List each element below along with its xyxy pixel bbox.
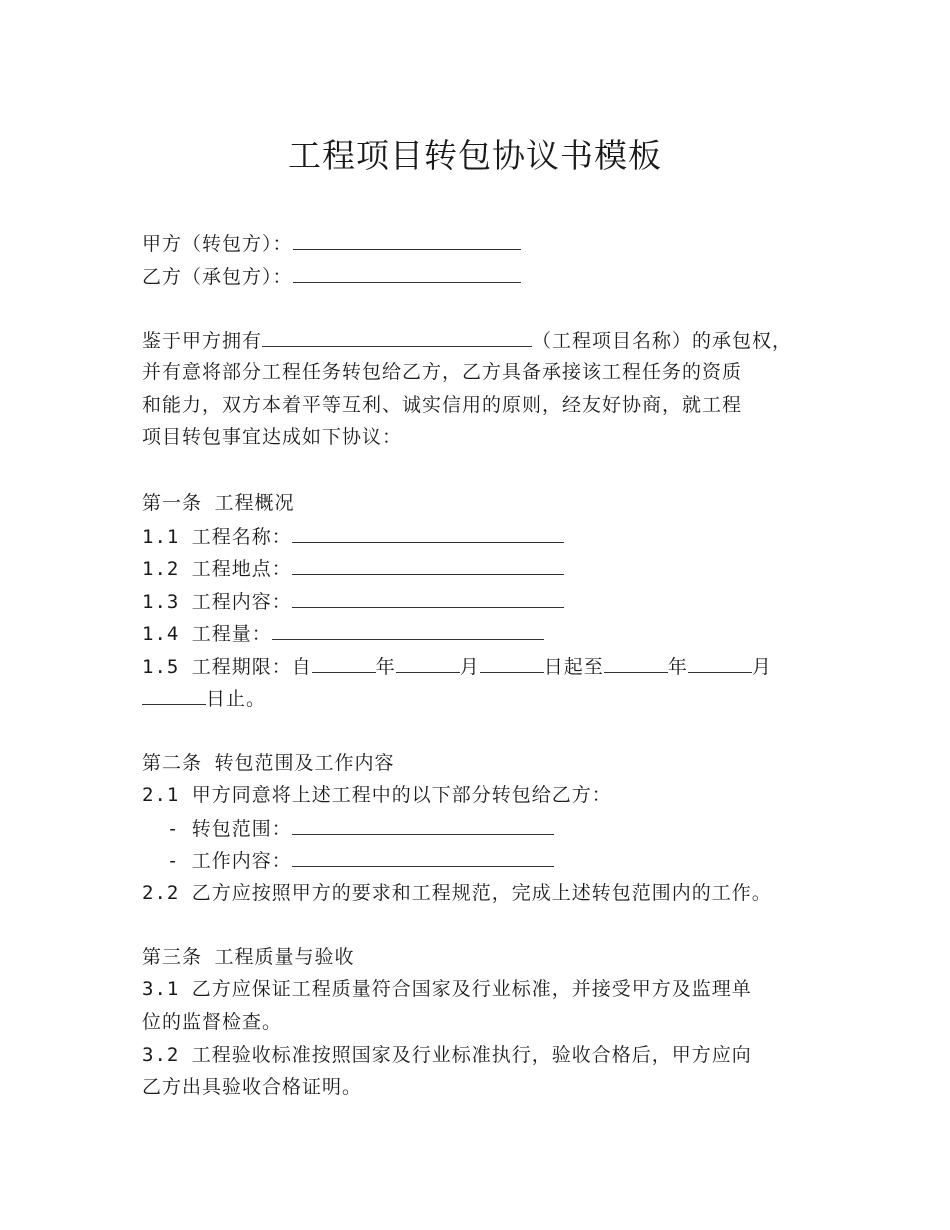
party-a-label: 甲方（转包方）： (142, 233, 293, 255)
year-label: 年 (375, 656, 396, 678)
article-2-sub-1 (142, 815, 554, 842)
party-a-blank (293, 230, 521, 250)
project-quantity-blank (272, 620, 544, 640)
party-b-blank (293, 263, 521, 283)
item-label: - 转包范围： (142, 818, 292, 840)
article-1-item-3 (142, 588, 564, 615)
subcontract-scope-blank (292, 815, 554, 835)
end-year-blank (604, 653, 668, 673)
article-2-sub-2 (142, 847, 554, 874)
work-content-blank (292, 847, 554, 867)
article-3-item-2-line-1: 3.2 工程验收标准按照国家及行业标准执行，验收合格后，甲方应向 (142, 1044, 752, 1066)
article-1-item-1 (142, 523, 564, 550)
start-year-blank (312, 653, 376, 673)
article-3-item-2-line-2: 乙方出具验收合格证明。 (142, 1076, 363, 1098)
preamble-text: （工程项目名称）的承包权， (532, 330, 793, 352)
preamble-line-3: 和能力，双方本着平等互利、诚实信用的原则，经友好协商，就工程 (142, 394, 743, 416)
project-name-field-blank (292, 523, 564, 543)
start-month-blank (396, 653, 460, 673)
project-location-blank (292, 555, 564, 575)
article-1-item-2 (142, 555, 564, 582)
item-label: 1.3 工程内容： (142, 591, 292, 613)
project-name-blank (262, 327, 532, 347)
party-b-line (142, 263, 521, 290)
project-content-blank (292, 588, 564, 608)
end-month-blank (688, 653, 752, 673)
preamble-line-1 (142, 327, 792, 354)
month-label: 月 (751, 656, 772, 678)
article-3-item-1-line-2: 位的监督检查。 (142, 1011, 283, 1033)
article-1-item-4 (142, 620, 544, 647)
month-label: 月 (459, 656, 480, 678)
article-1-item-5 (142, 653, 772, 680)
article-1-heading: 第一条 工程概况 (142, 492, 295, 514)
article-3-heading: 第三条 工程质量与验收 (142, 946, 355, 968)
party-b-label: 乙方（承包方）： (142, 266, 293, 288)
party-a-line (142, 230, 521, 257)
article-3-item-1-line-1: 3.1 乙方应保证工程质量符合国家及行业标准，并接受甲方及监理单 (142, 978, 752, 1000)
article-2-item-1: 2.1 甲方同意将上述工程中的以下部分转包给乙方： (142, 784, 612, 806)
item-label: 1.4 工程量： (142, 623, 272, 645)
article-2-item-2: 2.2 乙方应按照甲方的要求和工程规范，完成上述转包范围内的工作。 (142, 882, 772, 904)
year-label: 年 (667, 656, 688, 678)
article-2-heading: 第二条 转包范围及工作内容 (142, 752, 395, 774)
day-end-label: 日止。 (206, 688, 267, 710)
item-label: 1.1 工程名称： (142, 526, 292, 548)
article-1-item-5-cont (142, 685, 266, 712)
item-label: 1.2 工程地点： (142, 558, 292, 580)
item-label: 1.5 工程期限：自 (142, 656, 312, 678)
day-from-label: 日起至 (543, 656, 604, 678)
preamble-line-2: 并有意将部分工程任务转包给乙方，乙方具备承接该工程任务的资质 (142, 361, 743, 383)
start-day-blank (480, 653, 544, 673)
preamble-text: 鉴于甲方拥有 (142, 330, 263, 352)
document-title: 工程项目转包协议书模板 (288, 136, 662, 175)
end-day-blank (142, 685, 206, 705)
preamble-line-4: 项目转包事宜达成如下协议： (142, 426, 403, 448)
item-label: - 工作内容： (142, 850, 292, 872)
